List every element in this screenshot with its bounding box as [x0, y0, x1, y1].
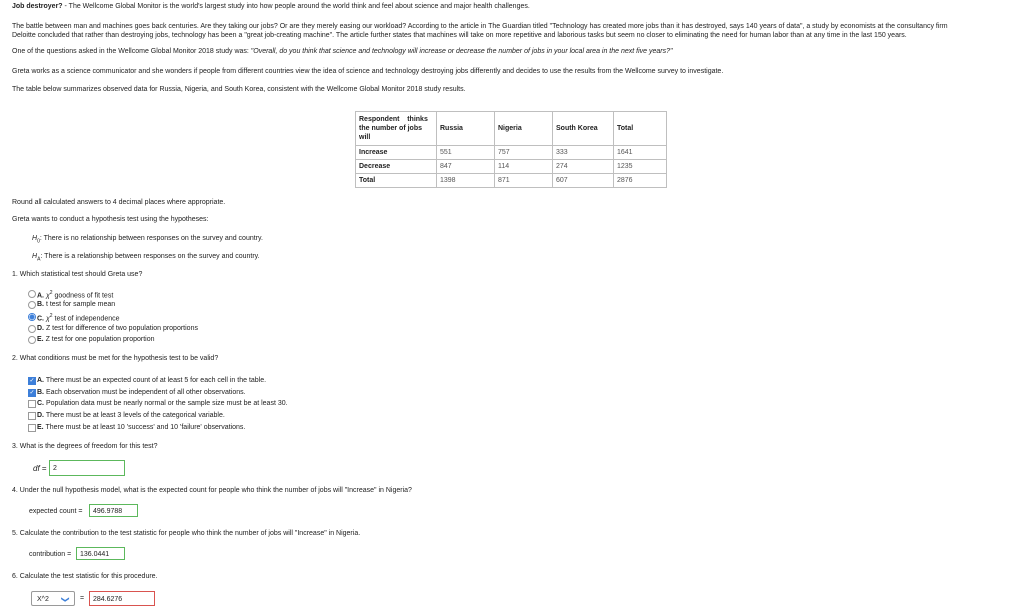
alternative-hypothesis: [32, 252, 260, 264]
q1-option-b-radio[interactable]: [28, 301, 36, 309]
table-row: [356, 174, 667, 188]
table-column-header: Total: [614, 112, 667, 146]
table-cell: 114: [495, 160, 553, 174]
table-row: [356, 160, 667, 174]
df-label: [33, 464, 47, 473]
df-equals: =: [41, 464, 47, 473]
q2-option-c-checkbox[interactable]: [28, 400, 36, 408]
df-symbol: df: [33, 464, 40, 473]
q1-option-letter: C.: [37, 315, 44, 323]
question-2-prompt: 2. What conditions must be met for the hypothesis test to be valid?: [12, 355, 219, 362]
table-column-header: Russia: [437, 112, 495, 146]
question-3-prompt: 3. What is the degrees of freedom for this test?: [12, 443, 158, 450]
table-cell: 871: [495, 174, 553, 188]
table-cell: 2876: [614, 174, 667, 188]
q2-option-text: Each observation must be independent of all other observations.: [44, 389, 246, 396]
table-header-line: will: [359, 134, 371, 141]
chi-superscript: 2: [49, 290, 53, 296]
table-cell: 274: [553, 160, 614, 174]
q1-option-text: t test for sample mean: [44, 301, 116, 308]
q2-option-c-label[interactable]: [37, 399, 288, 408]
q2-option-letter: E.: [37, 424, 44, 431]
alternative-hypothesis-symbol: H: [32, 253, 38, 260]
statistic-type-value: X^2: [37, 596, 49, 603]
q2-option-letter: D.: [37, 412, 44, 419]
statistic-type-select[interactable]: [31, 591, 75, 606]
q1-option-d-radio[interactable]: [28, 325, 36, 333]
intro-paragraph-3: Greta works as a science communicator and she wonders if people from different countries view the idea of science and technology destroying jobs differently and decides to use the results from the Wellcome survey to investigate.: [12, 68, 724, 75]
q1-option-e-radio[interactable]: [28, 336, 36, 344]
table-cell: 607: [553, 174, 614, 188]
intro-paragraph-2-prefix: One of the questions asked in the Wellcome Global Monitor 2018 study was:: [12, 48, 251, 55]
q2-option-text: There must be an expected count of at least 5 for each cell in the table.: [44, 377, 267, 384]
table-header-line: the number of jobs: [359, 125, 422, 132]
table-header-row: [356, 112, 667, 146]
test-statistic-field[interactable]: 284.6276: [89, 591, 155, 606]
q2-option-b-checkbox[interactable]: ✓: [29, 390, 35, 396]
q1-option-letter: A.: [37, 292, 44, 300]
table-cell: 1641: [614, 146, 667, 160]
q2-option-letter: B.: [37, 389, 44, 396]
table-cell: 551: [437, 146, 495, 160]
q1-option-letter: D.: [37, 325, 44, 332]
hypotheses-intro: Greta wants to conduct a hypothesis test using the hypotheses:: [12, 216, 209, 223]
table-header-respondent: [356, 112, 437, 146]
statistic-equals: =: [80, 595, 85, 602]
q1-option-text: Z test for one population proportion: [43, 336, 155, 343]
question-1-prompt: 1. Which statistical test should Greta use?: [12, 271, 143, 278]
q2-option-a-label[interactable]: [37, 376, 266, 385]
q2-option-text: Population data must be nearly normal or the sample size must be at least 30.: [44, 400, 288, 407]
q1-option-a-radio[interactable]: [28, 290, 36, 298]
df-answer-field[interactable]: 2: [49, 460, 125, 476]
q1-option-c-radio[interactable]: [28, 313, 36, 321]
table-cell: 847: [437, 160, 495, 174]
alternative-hypothesis-subscript: A: [37, 256, 41, 263]
table-row: [356, 146, 667, 160]
q1-option-c-label[interactable]: [37, 312, 120, 323]
intro-paragraph-4: The table below summarizes observed data for Russia, Nigeria, and South Korea, consistent with the Wellcome Global Monitor 2018 study results.: [12, 86, 466, 93]
null-hypothesis-symbol: H: [32, 235, 38, 242]
chi-symbol: χ: [45, 292, 50, 300]
null-hypothesis: [32, 234, 263, 246]
null-hypothesis-subscript: 0: [37, 238, 40, 245]
q2-option-a-checkbox[interactable]: ✓: [29, 378, 35, 384]
q2-option-e-label[interactable]: [37, 423, 245, 432]
intro-title-rest: - The Wellcome Global Monitor is the world's largest study into how people around the world think and feel about science and major health challenges.: [62, 3, 530, 10]
rounding-note: Round all calculated answers to 4 decimal places where appropriate.: [12, 199, 226, 206]
survey-question: "Overall, do you think that science and technology will increase or decrease the number of jobs in your local area in the next five years?": [250, 48, 673, 55]
table-row-label: Total: [356, 174, 437, 188]
intro-paragraph-1-line-2: Deloitte concluded that rather than destroying jobs, technology has been a "great job-creating machine". The article further states that machines will take on more repetitive and laborious tasks but seem no closer to eliminating the need for human labor than at any time in the last 150 years.: [12, 32, 907, 39]
table-column-header: South Korea: [553, 112, 614, 146]
observed-data-table: [355, 111, 667, 188]
table-cell: 757: [495, 146, 553, 160]
q1-option-a-label[interactable]: [37, 289, 113, 300]
question-4-prompt: 4. Under the null hypothesis model, what is the expected count for people who think the number of jobs will "Increase" in Nigeria?: [12, 487, 412, 494]
q2-option-letter: A.: [37, 377, 44, 384]
chi-symbol: χ: [45, 315, 50, 323]
q2-option-text: There must be at least 10 'success' and 10 'failure' observations.: [43, 424, 246, 431]
table-cell: 1235: [614, 160, 667, 174]
q1-option-letter: E.: [37, 336, 44, 343]
question-6-prompt: 6. Calculate the test statistic for this procedure.: [12, 573, 158, 580]
chi-superscript: 2: [49, 313, 53, 319]
table-header-line: Respondent thinks: [359, 116, 428, 123]
chevron-down-icon: ❯: [61, 596, 71, 603]
table-row-label: Increase: [356, 146, 437, 160]
q1-option-text: goodness of fit test: [52, 292, 114, 300]
expected-count-label: expected count =: [29, 508, 83, 515]
question-5-prompt: 5. Calculate the contribution to the test statistic for people who think the number of jobs will "Increase" in Nigeria.: [12, 530, 361, 537]
q2-option-d-label[interactable]: [37, 411, 225, 420]
intro-title: Job destroyer?: [12, 3, 63, 10]
q2-option-text: There must be at least 3 levels of the categorical variable.: [44, 412, 225, 419]
q2-option-d-checkbox[interactable]: [28, 412, 36, 420]
q1-option-text: Z test for difference of two population proportions: [44, 325, 198, 332]
intro-paragraph-2: [12, 47, 672, 56]
expected-count-field[interactable]: 496.9788: [89, 504, 138, 517]
q1-option-b-label[interactable]: [37, 300, 115, 309]
table-cell: 333: [553, 146, 614, 160]
q1-option-letter: B.: [37, 301, 44, 308]
table-column-header: Nigeria: [495, 112, 553, 146]
q1-option-e-label[interactable]: [37, 335, 155, 344]
q1-option-text: test of independence: [52, 315, 120, 323]
null-hypothesis-text: : There is no relationship between responses on the survey and country.: [39, 235, 263, 242]
intro-heading: [12, 2, 530, 11]
q1-option-d-label[interactable]: [37, 324, 198, 333]
contribution-label: contribution =: [29, 551, 72, 558]
q2-option-letter: C.: [37, 400, 44, 407]
table-row-label: Decrease: [356, 160, 437, 174]
contribution-field[interactable]: 136.0441: [76, 547, 125, 560]
q2-option-e-checkbox[interactable]: [28, 424, 36, 432]
q2-option-b-label[interactable]: [37, 388, 246, 397]
table-cell: 1398: [437, 174, 495, 188]
intro-paragraph-1-line-1: The battle between man and machines goes back centuries. Are they taking our jobs? Or are they merely easing our workload? According to the article in The Guardian titled "Technology has created more jobs than it has destroyed, says 140 years of data", a study by economists at the consultancy firm: [12, 23, 948, 30]
alternative-hypothesis-text: : There is a relationship between responses on the survey and country.: [40, 253, 260, 260]
